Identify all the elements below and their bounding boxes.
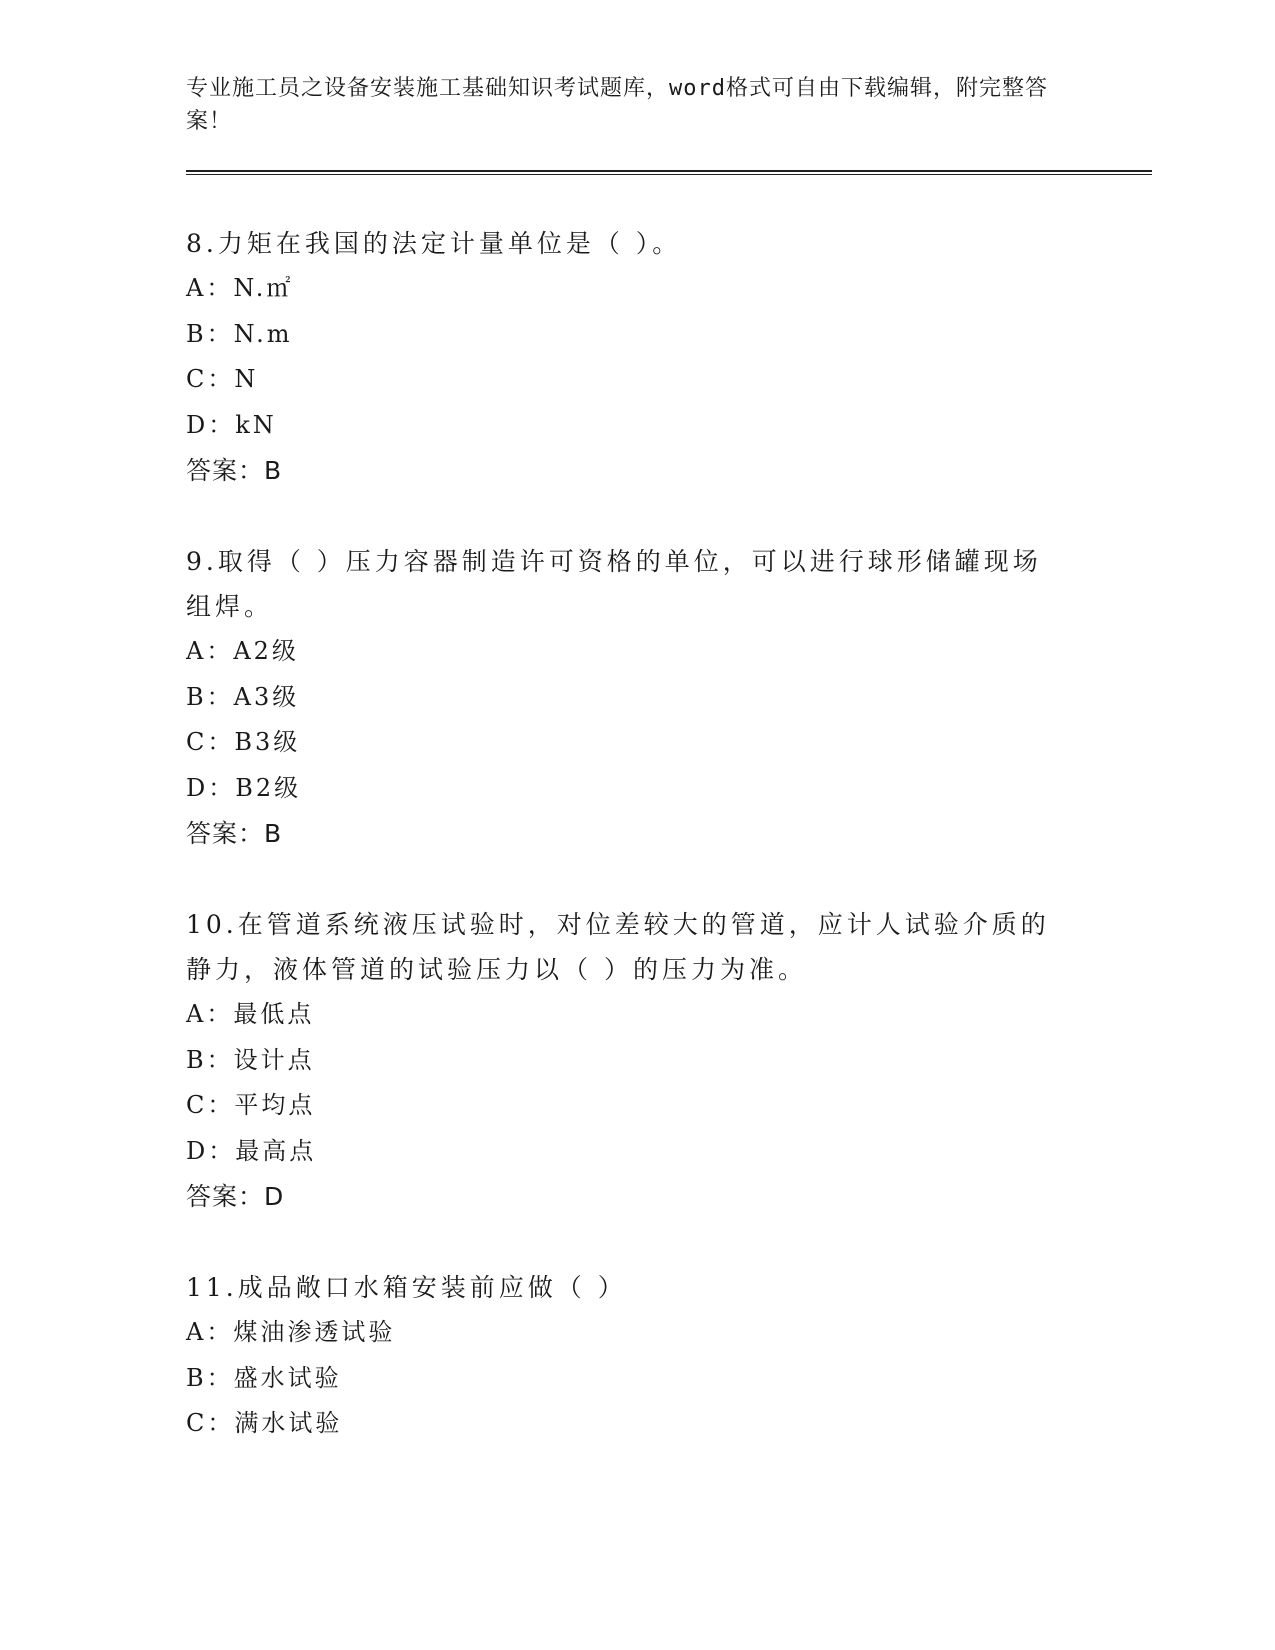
option-d: D：B2级	[186, 773, 302, 802]
option-b: B：设计点	[186, 1045, 315, 1074]
option-b: B：N.m	[186, 319, 293, 348]
option-c: C：满水试验	[186, 1409, 343, 1437]
option-a: A：A2级	[186, 637, 299, 665]
question-8	[186, 221, 1152, 493]
answer-line: 答案：B	[186, 819, 283, 848]
option-d: D：kN	[186, 410, 277, 439]
option-b: B：盛水试验	[186, 1363, 342, 1392]
document-header: 专业施工员之设备安装施工基础知识考试题库，word格式可自由下载编辑，附完整答案！	[186, 76, 1048, 134]
option-d: D：最高点	[186, 1136, 317, 1165]
question-list	[186, 221, 1152, 1447]
option-a: A：煤油渗透试验	[186, 1318, 396, 1346]
header-divider	[186, 170, 1152, 175]
answer-line: 答案：B	[186, 456, 283, 485]
option-c: C：平均点	[186, 1091, 316, 1119]
option-c: C：B3级	[186, 728, 301, 756]
question-stem: 10.在管道系统液压试验时，对位差较大的管道，应计人试验介质的静力，液体管道的试验压力以（ ）的压力为准。	[186, 910, 1050, 984]
answer-line: 答案：D	[186, 1182, 285, 1211]
question-stem: 9.取得（ ）压力容器制造许可资格的单位，可以进行球形储罐现场组焊。	[186, 547, 1042, 621]
question-9	[186, 539, 1152, 856]
question-stem: 8.力矩在我国的法定计量单位是（ ）。	[186, 229, 682, 258]
option-a: A：最低点	[186, 1000, 315, 1028]
option-c: C：N	[186, 365, 259, 393]
option-b: B：A3级	[186, 682, 300, 711]
question-stem: 11.成品敞口水箱安装前应做（ ）	[186, 1273, 627, 1302]
question-11	[186, 1265, 1152, 1447]
option-a: A：N.㎡	[186, 274, 294, 302]
question-10	[186, 902, 1152, 1219]
document-page	[186, 72, 1152, 1493]
